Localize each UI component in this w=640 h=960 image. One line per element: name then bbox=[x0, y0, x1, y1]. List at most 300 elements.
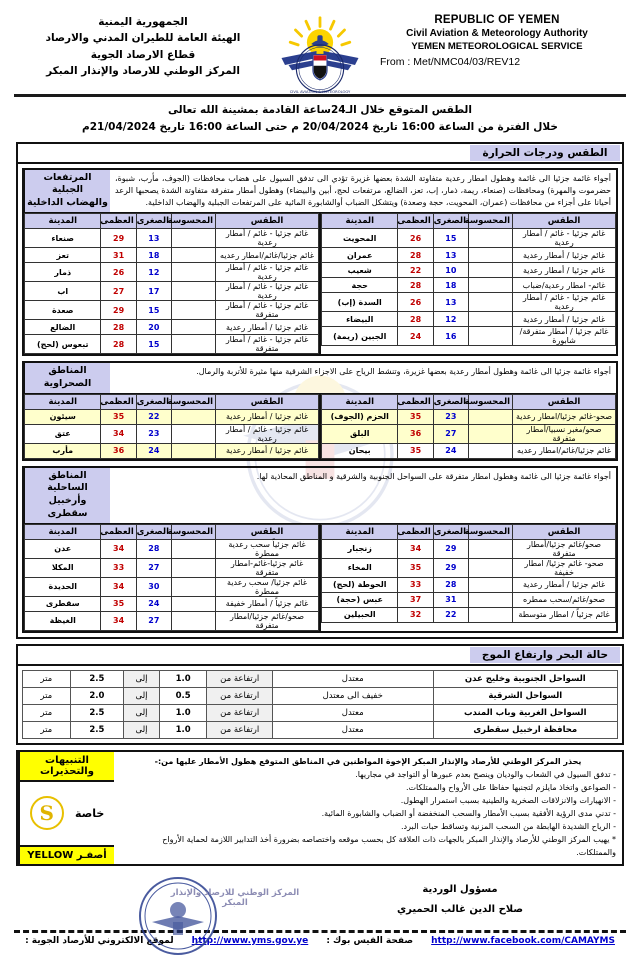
cell-tmax: 35 bbox=[398, 558, 433, 577]
col-header-city: المدينة bbox=[322, 524, 398, 539]
cell-weather: صحو/مغبر نسبيا/أمطار متفرقة bbox=[513, 424, 616, 443]
table-row bbox=[25, 282, 319, 301]
cell-tmin: 22 bbox=[136, 409, 171, 424]
yemen-cama-logo-icon bbox=[276, 16, 364, 100]
table-row bbox=[322, 293, 616, 312]
table-row bbox=[25, 229, 319, 248]
cell-tmax: 31 bbox=[101, 248, 136, 263]
table-row bbox=[322, 424, 616, 443]
warnings-final-note: * يهيب المركز الوطني للأرصاد والإنذار المبكر بالجهات ذات العلاقة كل بحسب موقعه واختصاصه بضرورة أخذ التدابير اللازمة لحماية الأرواح والممتلكات. bbox=[162, 834, 616, 857]
table-row bbox=[322, 607, 616, 622]
cell-measured bbox=[172, 301, 216, 320]
cell-weather: غائم جزئيا - غائم / أمطار رعدية bbox=[216, 282, 319, 301]
table-row bbox=[25, 263, 319, 282]
col-header-weather: الطقس bbox=[216, 524, 319, 539]
col-header-weather: الطقس bbox=[513, 524, 616, 539]
col-header-tmin: الصغرى bbox=[136, 394, 171, 409]
cell-weather: غائم جزئيا / أمطار رعدية bbox=[216, 443, 319, 458]
cell-city: بيحان bbox=[322, 443, 398, 458]
footer-links bbox=[0, 933, 640, 946]
cell-weather: غائم جزئيا/ سحب رعدية ممطرة bbox=[216, 577, 319, 596]
sea-to-value: 2.5 bbox=[70, 721, 124, 738]
cell-tmin: 15 bbox=[433, 229, 468, 248]
cell-tmin: 12 bbox=[433, 312, 468, 327]
cell-weather: غائم جزئيا - غائم / أمطار رعدية bbox=[513, 229, 616, 248]
cell-tmin: 23 bbox=[433, 409, 468, 424]
cell-tmax: 34 bbox=[101, 424, 136, 443]
warnings-body bbox=[114, 752, 622, 864]
region-label-line1: المناطق الساحلية bbox=[47, 469, 88, 494]
sea-from-label: ارتفاعة من bbox=[207, 704, 272, 721]
sea-state-value: خفيف الى معتدل bbox=[272, 687, 433, 704]
cell-weather: غائم جزئياً / امطار متوسطة bbox=[513, 607, 616, 622]
cell-weather: غائم جزئيا - غائم / أمطار رعدية bbox=[216, 263, 319, 282]
cell-city: الحبيلين bbox=[322, 607, 398, 622]
cell-tmax: 32 bbox=[398, 607, 433, 622]
table-row bbox=[322, 539, 616, 558]
bulletin-title-line2: خلال الفترة من الساعة 16:00 تاريخ 20/04/2024 م حتى الساعة 16:00 تاريخ 21/04/2024م bbox=[82, 120, 558, 133]
cell-tmax: 34 bbox=[101, 539, 136, 558]
region-table-left bbox=[319, 394, 616, 459]
cell-measured bbox=[172, 596, 216, 611]
cell-weather: صحو- غائم جزئيا/ امطار خفيفة bbox=[513, 558, 616, 577]
sea-to-label: إلى bbox=[124, 687, 160, 704]
header-en-line3: YEMEN METEOROLOGICAL SERVICE bbox=[411, 41, 583, 52]
cell-measured bbox=[172, 263, 216, 282]
cell-tmax: 29 bbox=[101, 301, 136, 320]
cell-tmax: 33 bbox=[101, 558, 136, 577]
cell-city: سيئون bbox=[25, 409, 101, 424]
cell-city: تعز bbox=[25, 248, 101, 263]
cell-tmin: 10 bbox=[433, 263, 468, 278]
col-header-city: المدينة bbox=[322, 394, 398, 409]
sea-title-row bbox=[18, 646, 622, 666]
warning-item: - الانهيارات والانزلاقات الصخرية والطينية بسبب استمرار الهطول. bbox=[400, 795, 616, 805]
svg-text:CIVIL AVIATION & METEOROLOGY: CIVIL AVIATION & METEOROLOGY bbox=[289, 90, 351, 94]
warnings-special-row bbox=[20, 782, 114, 847]
sea-region-name: محافظة ارخبيل سقطرى bbox=[433, 721, 617, 738]
header-arabic-block bbox=[18, 14, 268, 79]
table-header-row bbox=[322, 214, 616, 229]
cell-weather: غائم جزئياً سحب رعدية ممطرة bbox=[216, 539, 319, 558]
sea-from-label: ارتفاعة من bbox=[207, 670, 272, 687]
cell-city: مأرب bbox=[25, 443, 101, 458]
col-header-city: المدينة bbox=[25, 524, 101, 539]
city-weather-table bbox=[321, 394, 616, 459]
cell-tmin: 24 bbox=[433, 443, 468, 458]
city-weather-table bbox=[24, 394, 319, 459]
cell-tmin: 23 bbox=[136, 424, 171, 443]
sea-region-name: السواحل الجنوبية وخليج عدن bbox=[433, 670, 617, 687]
col-header-tmax: العظمى bbox=[101, 524, 136, 539]
sea-row bbox=[23, 721, 618, 738]
cell-measured bbox=[469, 539, 513, 558]
table-row bbox=[25, 335, 319, 354]
city-weather-table bbox=[24, 524, 319, 631]
region-label-line2: الصحراوية bbox=[43, 377, 92, 389]
cell-tmin: 24 bbox=[136, 596, 171, 611]
cell-city: الحديدة bbox=[25, 577, 101, 596]
cell-measured bbox=[172, 611, 216, 630]
cell-weather: غائم جزئيا / أمطار رعدية bbox=[513, 263, 616, 278]
cell-measured bbox=[469, 263, 513, 278]
cell-city: المحويت bbox=[322, 229, 398, 248]
cell-measured bbox=[469, 607, 513, 622]
cell-city: عمران bbox=[322, 248, 398, 263]
region-description: أجواء غائمة جزئيا الى غائمة وهطول أمطار رعدية بعضها غزيرة، وتنشط الرياح على الاجزاء الشرقية منها مثيرة للأتربة والرمال. bbox=[196, 367, 611, 377]
table-row bbox=[25, 301, 319, 320]
table-header-row bbox=[25, 394, 319, 409]
warning-item: - تدفق السيول في الشعاب والوديان وينصح بعدم عبورها أو التواجد في مجاريها. bbox=[355, 769, 616, 779]
cell-measured bbox=[172, 229, 216, 248]
cell-tmin: 18 bbox=[136, 248, 171, 263]
sea-from-value: 0.5 bbox=[159, 687, 207, 704]
region-label-line2: والهضاب الداخلية bbox=[27, 197, 108, 209]
sea-from-label: ارتفاعة من bbox=[207, 687, 272, 704]
region-block bbox=[22, 466, 618, 633]
col-header-tmin: الصغرى bbox=[433, 394, 468, 409]
sea-row bbox=[23, 704, 618, 721]
sea-unit: متر bbox=[23, 687, 71, 704]
cell-tmax: 26 bbox=[101, 263, 136, 282]
table-row bbox=[25, 424, 319, 443]
col-header-weather: الطقس bbox=[513, 214, 616, 229]
header-en-line4: From : Met/NMC04/03/REV12 bbox=[380, 56, 521, 68]
col-header-tmax: العظمى bbox=[398, 394, 433, 409]
cell-tmax: 28 bbox=[398, 312, 433, 327]
cell-city: تبعوس (لحج) bbox=[25, 335, 101, 354]
cell-measured bbox=[469, 327, 513, 346]
cell-weather: غائم جزئيا / أمطار رعدية bbox=[513, 312, 616, 327]
cell-measured bbox=[172, 577, 216, 596]
col-header-tmax: العظمى bbox=[398, 524, 433, 539]
region-description: أجواء غائمة جزئيا الى غائمة وهطول امطار رعدية متفاوتة الشدة بعضها غزيرة تؤدي الى تدفق السيول على هضاب محافظات (الجوف، مأرب، شبوة، حضرموت والمهرة) ومحافظات (صنعاء، ريمة، ذمار، إب، تعز، الضالع، مرتفعات لحج، أبين والبيضاء) وهطول أمطار متفرقة متفاوتة الشدة يصحبها الرعد أحيانا على أجزاء من محافظات (عمران، المحويت، حجة وصعدة) ويتشكل الضباب أوالشابورة المائية على المرتفعات الجبلية والهضاب الداخلية. bbox=[115, 173, 611, 207]
warning-item: - الصواعق واتخاذ مايلزم لتجنبها حفاظا على الأرواح والممتلكات. bbox=[405, 782, 616, 792]
header-ar-line2: الهيئة العامة للطيران المدني والارصاد bbox=[45, 32, 241, 45]
cell-tmin: 24 bbox=[136, 443, 171, 458]
sea-unit: متر bbox=[23, 670, 71, 687]
cell-measured bbox=[469, 558, 513, 577]
facebook-link[interactable]: http://www.facebook.com/CAMAYMS bbox=[431, 935, 615, 946]
header-english-block bbox=[372, 14, 622, 68]
col-header-tmin: الصغرى bbox=[136, 214, 171, 229]
warnings-item-list bbox=[120, 769, 616, 834]
bulletin-title-line1: الطقس المتوقع خلال الـ24ساعة القادمة بمشينة الله تعالى bbox=[168, 104, 472, 116]
cell-tmin: 20 bbox=[136, 320, 171, 335]
cell-weather: غائم جزئيا / أمطار رعدية bbox=[216, 409, 319, 424]
cell-tmin: 12 bbox=[136, 263, 171, 282]
cell-measured bbox=[172, 320, 216, 335]
cell-city: المخاء bbox=[322, 558, 398, 577]
bulletin-title bbox=[0, 97, 640, 142]
sea-state-frame bbox=[16, 644, 624, 745]
cell-tmax: 28 bbox=[101, 320, 136, 335]
cell-tmax: 29 bbox=[101, 229, 136, 248]
cell-weather: صحو/غائم جزئيا/امطار متفرقة bbox=[216, 611, 319, 630]
cell-measured bbox=[172, 424, 216, 443]
region-label bbox=[24, 363, 110, 393]
table-row bbox=[25, 577, 319, 596]
cell-tmax: 36 bbox=[101, 443, 136, 458]
cell-tmin: 30 bbox=[136, 577, 171, 596]
region-table-right bbox=[24, 524, 319, 631]
table-row bbox=[25, 558, 319, 577]
col-header-tmax: العظمى bbox=[101, 394, 136, 409]
cell-city: الغيظة bbox=[25, 611, 101, 630]
sea-to-value: 2.5 bbox=[70, 670, 124, 687]
col-header-city: المدينة bbox=[25, 214, 101, 229]
cell-weather: غائم جزئيا - غائم / أمطار رعدية bbox=[513, 293, 616, 312]
table-row bbox=[25, 320, 319, 335]
cell-city: الحزم (الجوف) bbox=[322, 409, 398, 424]
city-weather-table bbox=[321, 213, 616, 346]
cell-tmin: 15 bbox=[136, 301, 171, 320]
cell-tmin: 16 bbox=[433, 327, 468, 346]
sea-region-name: السواحل الغربية وباب المندب bbox=[433, 704, 617, 721]
sea-unit: متر bbox=[23, 721, 71, 738]
cell-tmax: 24 bbox=[398, 327, 433, 346]
col-header-measured: المحسوسة bbox=[172, 394, 216, 409]
cell-city: شعيب bbox=[322, 263, 398, 278]
cell-city: البلق bbox=[322, 424, 398, 443]
cell-tmax: 22 bbox=[398, 263, 433, 278]
header-ar-line4: المركز الوطني للارصاد والإنذار المبكر bbox=[46, 64, 240, 77]
sea-row bbox=[23, 670, 618, 687]
cell-weather: غائم جزئيا - غائم / أمطار رعدية bbox=[216, 229, 319, 248]
col-header-tmax: العظمى bbox=[398, 214, 433, 229]
cell-weather: صحو/غائم جزئيا/أمطار متفرقة bbox=[513, 539, 616, 558]
region-label-line1: المرتفعات الجبلية bbox=[43, 171, 92, 196]
region-label-line1: المناطق bbox=[48, 365, 87, 377]
table-row bbox=[25, 443, 319, 458]
cell-tmax: 35 bbox=[398, 443, 433, 458]
cell-tmax: 26 bbox=[398, 293, 433, 312]
cell-measured bbox=[469, 248, 513, 263]
cell-tmax: 35 bbox=[101, 409, 136, 424]
cell-city: سقطرى bbox=[25, 596, 101, 611]
table-row bbox=[322, 443, 616, 458]
header-ar-line1: الجمهورية اليمنية bbox=[98, 16, 188, 28]
cell-tmax: 36 bbox=[398, 424, 433, 443]
city-weather-table bbox=[24, 213, 319, 354]
table-row bbox=[322, 263, 616, 278]
cell-measured bbox=[172, 335, 216, 354]
col-header-tmin: الصغرى bbox=[136, 524, 171, 539]
sea-to-label: إلى bbox=[124, 670, 160, 687]
region-block bbox=[22, 361, 618, 461]
region-block bbox=[22, 168, 618, 356]
region-label-line2: وأرخبيل سقطرى bbox=[47, 495, 88, 520]
regions-container bbox=[18, 168, 622, 633]
cell-weather: غائم جزئياً / أمطار خفيفة bbox=[216, 596, 319, 611]
table-row bbox=[322, 248, 616, 263]
cell-tmin: 28 bbox=[433, 577, 468, 592]
signature-name: صلاح الدين غالب الحميري bbox=[396, 903, 524, 915]
section-title-weather-temps: الطقس ودرجات الحرارة bbox=[470, 145, 620, 161]
sea-state-value: معتدل bbox=[272, 704, 433, 721]
cell-tmax: 34 bbox=[101, 611, 136, 630]
cell-measured bbox=[469, 443, 513, 458]
warnings-frame bbox=[16, 750, 624, 866]
stamp-text: المركز الوطني للارصاد والإنذار المبكر bbox=[170, 887, 300, 908]
cell-tmin: 18 bbox=[433, 278, 468, 293]
cell-city: الحوطة (لحج) bbox=[322, 577, 398, 592]
warnings-side-title: التنبيهات والتحذيرات bbox=[20, 752, 114, 782]
table-header-row bbox=[322, 394, 616, 409]
table-header-row bbox=[25, 214, 319, 229]
table-row bbox=[322, 278, 616, 293]
region-label bbox=[24, 468, 110, 523]
sea-unit: متر bbox=[23, 704, 71, 721]
col-header-measured: المحسوسة bbox=[172, 214, 216, 229]
table-row bbox=[25, 539, 319, 558]
cell-weather: صحو/غائم/سحب ممطره bbox=[513, 592, 616, 607]
weather-temperatures-frame bbox=[16, 142, 624, 639]
cell-tmin: 13 bbox=[433, 248, 468, 263]
warning-item: - تدني مدى الرؤية الأفقية بسبب الأمطار والسحب المنخفضة أو الضباب والشابورة المائية. bbox=[321, 808, 616, 818]
cell-measured bbox=[172, 409, 216, 424]
cell-weather: غائم- امطار رعدية/ضباب bbox=[513, 278, 616, 293]
cell-tmax: 33 bbox=[398, 577, 433, 592]
cell-measured bbox=[469, 577, 513, 592]
sea-from-value: 1.0 bbox=[159, 721, 207, 738]
col-header-city: المدينة bbox=[322, 214, 398, 229]
cell-tmin: 29 bbox=[433, 539, 468, 558]
document-header bbox=[0, 0, 640, 92]
sea-from-value: 1.0 bbox=[159, 670, 207, 687]
warnings-side-panel bbox=[18, 752, 114, 864]
table-row bbox=[322, 577, 616, 592]
table-row bbox=[25, 596, 319, 611]
table-row bbox=[322, 327, 616, 346]
signature-block bbox=[310, 880, 610, 920]
cell-city: زنجبار bbox=[322, 539, 398, 558]
table-row bbox=[25, 611, 319, 630]
cell-tmax: 28 bbox=[398, 278, 433, 293]
cell-city: الجبين (ريمة) bbox=[322, 327, 398, 346]
cell-weather: غائم جزئيا / أمطار رعدية bbox=[216, 320, 319, 335]
document-footer bbox=[0, 880, 640, 946]
cell-city: صنعاء bbox=[25, 229, 101, 248]
cell-measured bbox=[172, 558, 216, 577]
cell-tmin: 28 bbox=[136, 539, 171, 558]
cell-city: ذمار bbox=[25, 263, 101, 282]
table-row bbox=[322, 558, 616, 577]
cell-tmax: 28 bbox=[101, 335, 136, 354]
cell-city: الضالع bbox=[25, 320, 101, 335]
region-table-right bbox=[24, 394, 319, 459]
cell-tmax: 28 bbox=[398, 248, 433, 263]
city-weather-table bbox=[321, 524, 616, 623]
table-header-row bbox=[322, 524, 616, 539]
table-row bbox=[322, 229, 616, 248]
table-row bbox=[322, 592, 616, 607]
region-table-right bbox=[24, 213, 319, 354]
table-row bbox=[322, 409, 616, 424]
cell-tmax: 34 bbox=[398, 539, 433, 558]
warnings-level-label: أصفـر YELLOW bbox=[20, 847, 114, 864]
website-label: لموقع الالكتروني للأرصاد الجوية : bbox=[25, 935, 174, 946]
cell-measured bbox=[172, 443, 216, 458]
cell-city: السدة (إب) bbox=[322, 293, 398, 312]
table-row bbox=[322, 312, 616, 327]
sea-table bbox=[22, 670, 618, 739]
section-title-sea: حالة البحر وارتفاع الموج bbox=[470, 647, 620, 663]
facebook-label: صفحة الفيس بوك : bbox=[326, 935, 414, 946]
header-ar-line3: قطاع الارصاد الجوية bbox=[90, 48, 196, 61]
header-en-line2: Civil Aviation & Meteorology Authority bbox=[406, 28, 588, 39]
col-header-weather: الطقس bbox=[216, 394, 319, 409]
region-table-left bbox=[319, 213, 616, 354]
cell-tmin: 27 bbox=[136, 611, 171, 630]
cell-tmin: 29 bbox=[433, 558, 468, 577]
cell-measured bbox=[469, 293, 513, 312]
region-description: أجواء غائمة جزئيا الى غائمة وهطول امطار متفرقة على السواحل الجنوبية والشرقية و المناطق المحاذية لها. bbox=[256, 471, 611, 481]
col-header-measured: المحسوسة bbox=[172, 524, 216, 539]
sea-region-name: السواحل الشرقية bbox=[433, 687, 617, 704]
cell-tmin: 31 bbox=[433, 592, 468, 607]
cell-weather: غائم جزئيا / أمطار رعدية bbox=[513, 248, 616, 263]
cell-tmin: 22 bbox=[433, 607, 468, 622]
storm-badge-icon bbox=[30, 796, 64, 830]
col-header-measured: المحسوسة bbox=[469, 214, 513, 229]
cell-city: حجة bbox=[322, 278, 398, 293]
cell-tmin: 27 bbox=[136, 558, 171, 577]
col-header-tmin: الصغرى bbox=[433, 214, 468, 229]
cell-city: المكلا bbox=[25, 558, 101, 577]
cell-measured bbox=[469, 592, 513, 607]
cell-measured bbox=[469, 278, 513, 293]
cell-measured bbox=[172, 539, 216, 558]
cell-weather: غائم جزئيا - غائم / أمطار متفرقة bbox=[216, 335, 319, 354]
cell-tmax: 35 bbox=[101, 596, 136, 611]
cell-city: صعدة bbox=[25, 301, 101, 320]
cell-tmax: 37 bbox=[398, 592, 433, 607]
cell-city: اب bbox=[25, 282, 101, 301]
cell-tmin: 13 bbox=[433, 293, 468, 312]
cell-weather: غائم جزئيا / أمطار رعدية bbox=[513, 577, 616, 592]
sea-state-value: معتدل bbox=[272, 721, 433, 738]
cell-tmax: 27 bbox=[101, 282, 136, 301]
warnings-special-label: خاصة bbox=[74, 806, 105, 820]
cell-measured bbox=[469, 312, 513, 327]
cell-weather: غائم جزئيا/غائم/امطار رعديه bbox=[216, 248, 319, 263]
sea-from-label: ارتفاعة من bbox=[207, 721, 272, 738]
table-row bbox=[25, 248, 319, 263]
warnings-intro: يحذر المركز الوطني للأرصاد والإنذار المبكر الإخوة المواطنين في المناطق المتوقع هطول الأمطار عليها من:- bbox=[154, 756, 582, 766]
signature-role: مسؤول الوردية bbox=[422, 883, 498, 895]
cell-tmax: 35 bbox=[398, 409, 433, 424]
sea-to-value: 2.5 bbox=[70, 704, 124, 721]
header-logo-container bbox=[268, 14, 372, 100]
cell-weather: غائم جزئيا-غائم-امطار متفرقة bbox=[216, 558, 319, 577]
col-header-tmax: العظمى bbox=[101, 214, 136, 229]
region-label bbox=[24, 170, 110, 212]
header-en-line1: REPUBLIC OF YEMEN bbox=[434, 14, 560, 26]
sea-from-value: 1.0 bbox=[159, 704, 207, 721]
col-header-measured: المحسوسة bbox=[469, 394, 513, 409]
cell-tmin: 13 bbox=[136, 229, 171, 248]
cell-weather: غائم جزئيا / أمطار متفرقة/شابورة bbox=[513, 327, 616, 346]
website-link[interactable]: http://www.yms.gov.ye bbox=[191, 935, 309, 946]
cell-tmax: 34 bbox=[101, 577, 136, 596]
table-row bbox=[25, 409, 319, 424]
col-header-city: المدينة bbox=[25, 394, 101, 409]
cell-tmax: 26 bbox=[398, 229, 433, 248]
cell-weather: غائم جزئيا - غائم / أمطار رعدية bbox=[216, 424, 319, 443]
cell-tmin: 27 bbox=[433, 424, 468, 443]
cell-tmin: 15 bbox=[136, 335, 171, 354]
